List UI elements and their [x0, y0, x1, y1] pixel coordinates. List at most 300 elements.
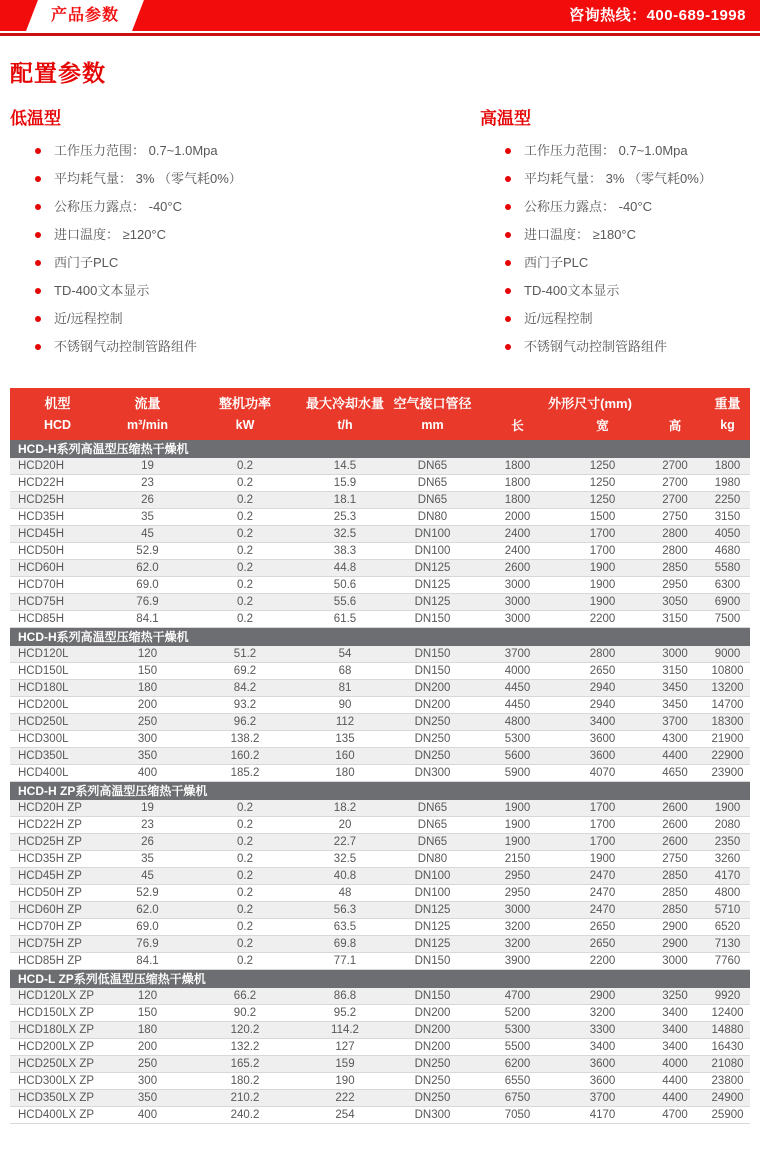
- cell-value: 66.2: [190, 988, 300, 1005]
- cell-value: DN125: [390, 936, 475, 953]
- cell-value: 2600: [645, 834, 705, 851]
- cell-value: 3050: [645, 594, 705, 611]
- table-row: [10, 611, 750, 628]
- cell-value: 4680: [705, 543, 750, 560]
- table-row: [10, 868, 750, 885]
- cell-model: HCD400L: [10, 765, 105, 782]
- cell-value: 250: [105, 1056, 190, 1073]
- col-header-weight: 重量: [705, 388, 750, 414]
- spec-column-title: 高温型: [480, 109, 531, 128]
- cell-value: 2850: [645, 560, 705, 577]
- cell-value: 2250: [705, 492, 750, 509]
- cell-value: 62.0: [105, 902, 190, 919]
- cell-value: 2850: [645, 885, 705, 902]
- cell-value: 61.5: [300, 611, 390, 628]
- cell-value: 4170: [705, 868, 750, 885]
- cell-value: 6520: [705, 919, 750, 936]
- cell-value: 7760: [705, 953, 750, 970]
- cell-value: 26: [105, 834, 190, 851]
- cell-value: 2750: [645, 509, 705, 526]
- spec-item: 平均耗气量： 3% （零气耗0%）: [10, 170, 480, 187]
- table-row: [10, 663, 750, 680]
- cell-value: 1900: [475, 817, 560, 834]
- cell-value: 4800: [705, 885, 750, 902]
- cell-value: 90.2: [190, 1005, 300, 1022]
- cell-value: DN150: [390, 953, 475, 970]
- cell-value: 14700: [705, 697, 750, 714]
- cell-model: HCD120LX ZP: [10, 988, 105, 1005]
- cell-value: DN200: [390, 1039, 475, 1056]
- table-row: [10, 988, 750, 1005]
- cell-value: DN200: [390, 1022, 475, 1039]
- cell-value: 400: [105, 765, 190, 782]
- table-section-title: HCD-H系列高温型压缩热干燥机: [10, 628, 750, 647]
- cell-value: 2940: [560, 680, 645, 697]
- cell-value: 114.2: [300, 1022, 390, 1039]
- table-row: [10, 458, 750, 475]
- spec-column-high-temp: [480, 100, 750, 366]
- table-row: [10, 1005, 750, 1022]
- cell-value: 2400: [475, 543, 560, 560]
- spec-item: 不锈钢气动控制管路组件: [480, 338, 750, 355]
- cell-value: 1900: [475, 800, 560, 817]
- spec-item: 西门子PLC: [480, 254, 750, 271]
- unit-height: 高: [645, 414, 705, 440]
- cell-value: 4700: [475, 988, 560, 1005]
- cell-value: 45: [105, 526, 190, 543]
- cell-model: HCD60H: [10, 560, 105, 577]
- cell-value: 1700: [560, 526, 645, 543]
- cell-model: HCD50H: [10, 543, 105, 560]
- cell-value: 200: [105, 697, 190, 714]
- cell-value: 44.8: [300, 560, 390, 577]
- cell-value: 2850: [645, 902, 705, 919]
- cell-value: 1700: [560, 800, 645, 817]
- cell-model: HCD180L: [10, 680, 105, 697]
- cell-value: 12400: [705, 1005, 750, 1022]
- content: [0, 55, 760, 1124]
- cell-value: 2470: [560, 885, 645, 902]
- cell-value: 120: [105, 988, 190, 1005]
- cell-value: 350: [105, 1090, 190, 1107]
- cell-value: 1250: [560, 492, 645, 509]
- cell-value: 185.2: [190, 765, 300, 782]
- cell-value: 2800: [645, 543, 705, 560]
- table-row: [10, 680, 750, 697]
- cell-value: 63.5: [300, 919, 390, 936]
- col-header-flow: 流量: [105, 388, 190, 414]
- cell-value: 3300: [560, 1022, 645, 1039]
- cell-value: 23900: [705, 765, 750, 782]
- cell-value: 86.8: [300, 988, 390, 1005]
- cell-value: 23: [105, 817, 190, 834]
- cell-value: 23800: [705, 1073, 750, 1090]
- table-row: [10, 919, 750, 936]
- table-row: [10, 1022, 750, 1039]
- cell-value: 1900: [560, 851, 645, 868]
- spec-item: 西门子PLC: [10, 254, 480, 271]
- cell-value: 0.2: [190, 834, 300, 851]
- cell-value: DN65: [390, 800, 475, 817]
- cell-value: 1500: [560, 509, 645, 526]
- table-row: [10, 1056, 750, 1073]
- cell-value: 180: [300, 765, 390, 782]
- cell-value: 0.2: [190, 526, 300, 543]
- cell-value: 3260: [705, 851, 750, 868]
- cell-value: 210.2: [190, 1090, 300, 1107]
- unit-pipe-diameter: mm: [390, 414, 475, 440]
- cell-value: 2600: [475, 560, 560, 577]
- cell-value: 2600: [645, 800, 705, 817]
- cell-value: 240.2: [190, 1107, 300, 1124]
- cell-value: 48: [300, 885, 390, 902]
- cell-value: 77.1: [300, 953, 390, 970]
- cell-value: 0.2: [190, 509, 300, 526]
- cell-value: 69.2: [190, 663, 300, 680]
- cell-value: 3000: [645, 646, 705, 663]
- cell-value: DN65: [390, 834, 475, 851]
- spec-list: [480, 142, 750, 355]
- table-row: [10, 748, 750, 765]
- cell-model: HCD75H: [10, 594, 105, 611]
- cell-model: HCD85H: [10, 611, 105, 628]
- spec-item: 公称压力露点： -40°C: [480, 198, 750, 215]
- spec-item: 近/远程控制: [480, 310, 750, 327]
- cell-value: 1250: [560, 458, 645, 475]
- cell-value: 0.2: [190, 560, 300, 577]
- cell-value: 1900: [475, 834, 560, 851]
- cell-value: 2750: [645, 851, 705, 868]
- cell-value: 7500: [705, 611, 750, 628]
- cell-value: 2470: [560, 902, 645, 919]
- cell-value: 3700: [475, 646, 560, 663]
- unit-power: kW: [190, 414, 300, 440]
- cell-value: 9920: [705, 988, 750, 1005]
- cell-value: 4700: [645, 1107, 705, 1124]
- cell-value: 0.2: [190, 953, 300, 970]
- cell-value: 180: [105, 680, 190, 697]
- cell-value: 127: [300, 1039, 390, 1056]
- cell-value: DN65: [390, 817, 475, 834]
- product-params-badge: [26, 0, 144, 31]
- cell-value: 2150: [475, 851, 560, 868]
- cell-value: 4800: [475, 714, 560, 731]
- cell-value: 6300: [705, 577, 750, 594]
- cell-value: 0.2: [190, 577, 300, 594]
- cell-model: HCD250L: [10, 714, 105, 731]
- separator-red-line: [0, 33, 760, 36]
- cell-value: 69.8: [300, 936, 390, 953]
- cell-value: DN125: [390, 902, 475, 919]
- cell-value: 1980: [705, 475, 750, 492]
- table-section-title: HCD-L ZP系列低温型压缩热干燥机: [10, 970, 750, 989]
- cell-value: 96.2: [190, 714, 300, 731]
- unit-length: 长: [475, 414, 560, 440]
- cell-value: DN65: [390, 492, 475, 509]
- cell-model: HCD22H ZP: [10, 817, 105, 834]
- cell-value: 5500: [475, 1039, 560, 1056]
- cell-value: 2650: [560, 919, 645, 936]
- cell-value: 2400: [475, 526, 560, 543]
- cell-value: 38.3: [300, 543, 390, 560]
- spec-table-head: [10, 388, 750, 440]
- cell-value: 1700: [560, 834, 645, 851]
- cell-model: HCD200L: [10, 697, 105, 714]
- table-row: [10, 902, 750, 919]
- cell-value: 0.2: [190, 611, 300, 628]
- cell-value: 84.2: [190, 680, 300, 697]
- cell-value: 21900: [705, 731, 750, 748]
- table-row: [10, 765, 750, 782]
- cell-value: 254: [300, 1107, 390, 1124]
- spec-columns: [10, 100, 750, 366]
- cell-value: 4000: [645, 1056, 705, 1073]
- cell-value: 222: [300, 1090, 390, 1107]
- cell-value: DN250: [390, 714, 475, 731]
- spec-item: TD-400文本显示: [480, 282, 750, 299]
- cell-value: 2900: [645, 919, 705, 936]
- table-section-title: HCD-H系列高温型压缩热干燥机: [10, 440, 750, 458]
- cell-model: HCD150LX ZP: [10, 1005, 105, 1022]
- spec-item: 工作压力范围： 0.7~1.0Mpa: [480, 142, 750, 159]
- table-row: [10, 800, 750, 817]
- cell-value: DN150: [390, 988, 475, 1005]
- cell-value: 0.2: [190, 594, 300, 611]
- cell-value: 4400: [645, 1073, 705, 1090]
- cell-value: 1250: [560, 475, 645, 492]
- cell-model: HCD25H: [10, 492, 105, 509]
- cell-value: 0.2: [190, 492, 300, 509]
- cell-value: 180.2: [190, 1073, 300, 1090]
- cell-value: 0.2: [190, 885, 300, 902]
- cell-value: DN80: [390, 851, 475, 868]
- cell-value: DN100: [390, 543, 475, 560]
- cell-value: 3150: [705, 509, 750, 526]
- cell-value: 20: [300, 817, 390, 834]
- cell-value: 2200: [560, 611, 645, 628]
- cell-value: 250: [105, 714, 190, 731]
- table-row: [10, 1073, 750, 1090]
- cell-value: 150: [105, 1005, 190, 1022]
- table-header-row: [10, 388, 750, 414]
- cell-value: 81: [300, 680, 390, 697]
- cell-model: HCD300LX ZP: [10, 1073, 105, 1090]
- cell-value: DN200: [390, 1005, 475, 1022]
- col-header-power: 整机功率: [190, 388, 300, 414]
- cell-model: HCD35H: [10, 509, 105, 526]
- spec-item: 近/远程控制: [10, 310, 480, 327]
- cell-value: 51.2: [190, 646, 300, 663]
- cell-value: 7050: [475, 1107, 560, 1124]
- cell-model: HCD20H ZP: [10, 800, 105, 817]
- hotline-text: 咨询热线：400-689-1998: [569, 7, 746, 24]
- spec-item: TD-400文本显示: [10, 282, 480, 299]
- cell-value: 0.2: [190, 851, 300, 868]
- cell-value: 1900: [705, 800, 750, 817]
- top-red-bar: [0, 0, 760, 31]
- cell-value: 2850: [645, 868, 705, 885]
- cell-value: 35: [105, 851, 190, 868]
- cell-value: 18.2: [300, 800, 390, 817]
- cell-value: 3400: [645, 1039, 705, 1056]
- cell-value: 4170: [560, 1107, 645, 1124]
- cell-value: 300: [105, 731, 190, 748]
- cell-value: DN250: [390, 1073, 475, 1090]
- cell-value: 5580: [705, 560, 750, 577]
- cell-value: DN150: [390, 663, 475, 680]
- cell-value: 1700: [560, 543, 645, 560]
- table-row: [10, 885, 750, 902]
- cell-value: 69.0: [105, 577, 190, 594]
- cell-value: DN250: [390, 748, 475, 765]
- cell-value: 2650: [560, 936, 645, 953]
- cell-value: 95.2: [300, 1005, 390, 1022]
- cell-value: 1900: [560, 560, 645, 577]
- cell-value: 22900: [705, 748, 750, 765]
- cell-value: 0.2: [190, 543, 300, 560]
- cell-value: 56.3: [300, 902, 390, 919]
- cell-value: DN150: [390, 646, 475, 663]
- cell-value: 0.2: [190, 817, 300, 834]
- cell-value: 3450: [645, 697, 705, 714]
- spec-item: 平均耗气量： 3% （零气耗0%）: [480, 170, 750, 187]
- cell-value: 14.5: [300, 458, 390, 475]
- cell-model: HCD85H ZP: [10, 953, 105, 970]
- cell-value: 3000: [645, 953, 705, 970]
- cell-value: 2950: [645, 577, 705, 594]
- cell-model: HCD75H ZP: [10, 936, 105, 953]
- badge-label: 产品参数: [50, 7, 119, 24]
- cell-value: 0.2: [190, 936, 300, 953]
- table-row: [10, 817, 750, 834]
- cell-value: 3200: [560, 1005, 645, 1022]
- cell-value: 2700: [645, 475, 705, 492]
- cell-value: 50.6: [300, 577, 390, 594]
- cell-model: HCD45H: [10, 526, 105, 543]
- cell-value: 6750: [475, 1090, 560, 1107]
- cell-value: 1700: [560, 817, 645, 834]
- table-row: [10, 594, 750, 611]
- cell-model: HCD300L: [10, 731, 105, 748]
- cell-value: 5300: [475, 1022, 560, 1039]
- cell-model: HCD35H ZP: [10, 851, 105, 868]
- cell-value: 3200: [475, 919, 560, 936]
- cell-value: 40.8: [300, 868, 390, 885]
- spec-column-title: 低温型: [10, 109, 61, 128]
- table-row: [10, 475, 750, 492]
- cell-value: 3400: [645, 1005, 705, 1022]
- cell-value: 159: [300, 1056, 390, 1073]
- spec-item: 不锈钢气动控制管路组件: [10, 338, 480, 355]
- cell-value: DN100: [390, 885, 475, 902]
- cell-value: 5900: [475, 765, 560, 782]
- cell-value: 6550: [475, 1073, 560, 1090]
- cell-value: 0.2: [190, 868, 300, 885]
- unit-model: HCD: [10, 414, 105, 440]
- table-section-row: [10, 628, 750, 647]
- cell-value: 0.2: [190, 902, 300, 919]
- cell-value: 22.7: [300, 834, 390, 851]
- cell-value: 6900: [705, 594, 750, 611]
- cell-model: HCD200LX ZP: [10, 1039, 105, 1056]
- cell-value: 24900: [705, 1090, 750, 1107]
- table-section-row: [10, 782, 750, 801]
- spec-item: 进口温度： ≥120°C: [10, 226, 480, 243]
- cell-value: 19: [105, 800, 190, 817]
- spec-table: [10, 388, 750, 1124]
- cell-value: 4000: [475, 663, 560, 680]
- cell-model: HCD45H ZP: [10, 868, 105, 885]
- cell-value: 5200: [475, 1005, 560, 1022]
- cell-value: DN125: [390, 577, 475, 594]
- cell-value: DN100: [390, 526, 475, 543]
- cell-value: DN200: [390, 697, 475, 714]
- cell-value: 2800: [560, 646, 645, 663]
- table-units-row: [10, 414, 750, 440]
- cell-model: HCD400LX ZP: [10, 1107, 105, 1124]
- cell-value: 3600: [560, 1073, 645, 1090]
- cell-value: 13200: [705, 680, 750, 697]
- cell-value: 18300: [705, 714, 750, 731]
- cell-value: 180: [105, 1022, 190, 1039]
- cell-model: HCD70H: [10, 577, 105, 594]
- cell-value: 300: [105, 1073, 190, 1090]
- cell-value: 76.9: [105, 594, 190, 611]
- cell-value: 25900: [705, 1107, 750, 1124]
- cell-value: 2000: [475, 509, 560, 526]
- cell-model: HCD350LX ZP: [10, 1090, 105, 1107]
- cell-value: 4400: [645, 1090, 705, 1107]
- cell-value: 0.2: [190, 475, 300, 492]
- cell-value: 160.2: [190, 748, 300, 765]
- cell-value: 160: [300, 748, 390, 765]
- cell-value: 32.5: [300, 526, 390, 543]
- cell-value: 18.1: [300, 492, 390, 509]
- cell-value: 150: [105, 663, 190, 680]
- cell-value: DN65: [390, 458, 475, 475]
- cell-value: DN125: [390, 594, 475, 611]
- table-row: [10, 646, 750, 663]
- cell-value: 2900: [560, 988, 645, 1005]
- cell-value: 2700: [645, 492, 705, 509]
- cell-value: 3400: [560, 714, 645, 731]
- cell-value: 4450: [475, 680, 560, 697]
- cell-value: DN150: [390, 611, 475, 628]
- cell-value: 5600: [475, 748, 560, 765]
- cell-value: 3000: [475, 577, 560, 594]
- cell-model: HCD180LX ZP: [10, 1022, 105, 1039]
- cell-value: 2650: [560, 663, 645, 680]
- cell-value: 3000: [475, 594, 560, 611]
- cell-value: 2900: [645, 936, 705, 953]
- cell-value: 1800: [705, 458, 750, 475]
- cell-value: 3150: [645, 663, 705, 680]
- unit-weight: kg: [705, 414, 750, 440]
- cell-value: 2700: [645, 458, 705, 475]
- cell-model: HCD70H ZP: [10, 919, 105, 936]
- cell-value: 3600: [560, 1056, 645, 1073]
- cell-value: 3150: [645, 611, 705, 628]
- cell-value: 15.9: [300, 475, 390, 492]
- cell-value: 7130: [705, 936, 750, 953]
- cell-value: 3700: [645, 714, 705, 731]
- cell-value: 3400: [560, 1039, 645, 1056]
- cell-model: HCD25H ZP: [10, 834, 105, 851]
- cell-value: 120: [105, 646, 190, 663]
- cell-value: 3900: [475, 953, 560, 970]
- cell-model: HCD150L: [10, 663, 105, 680]
- table-row: [10, 714, 750, 731]
